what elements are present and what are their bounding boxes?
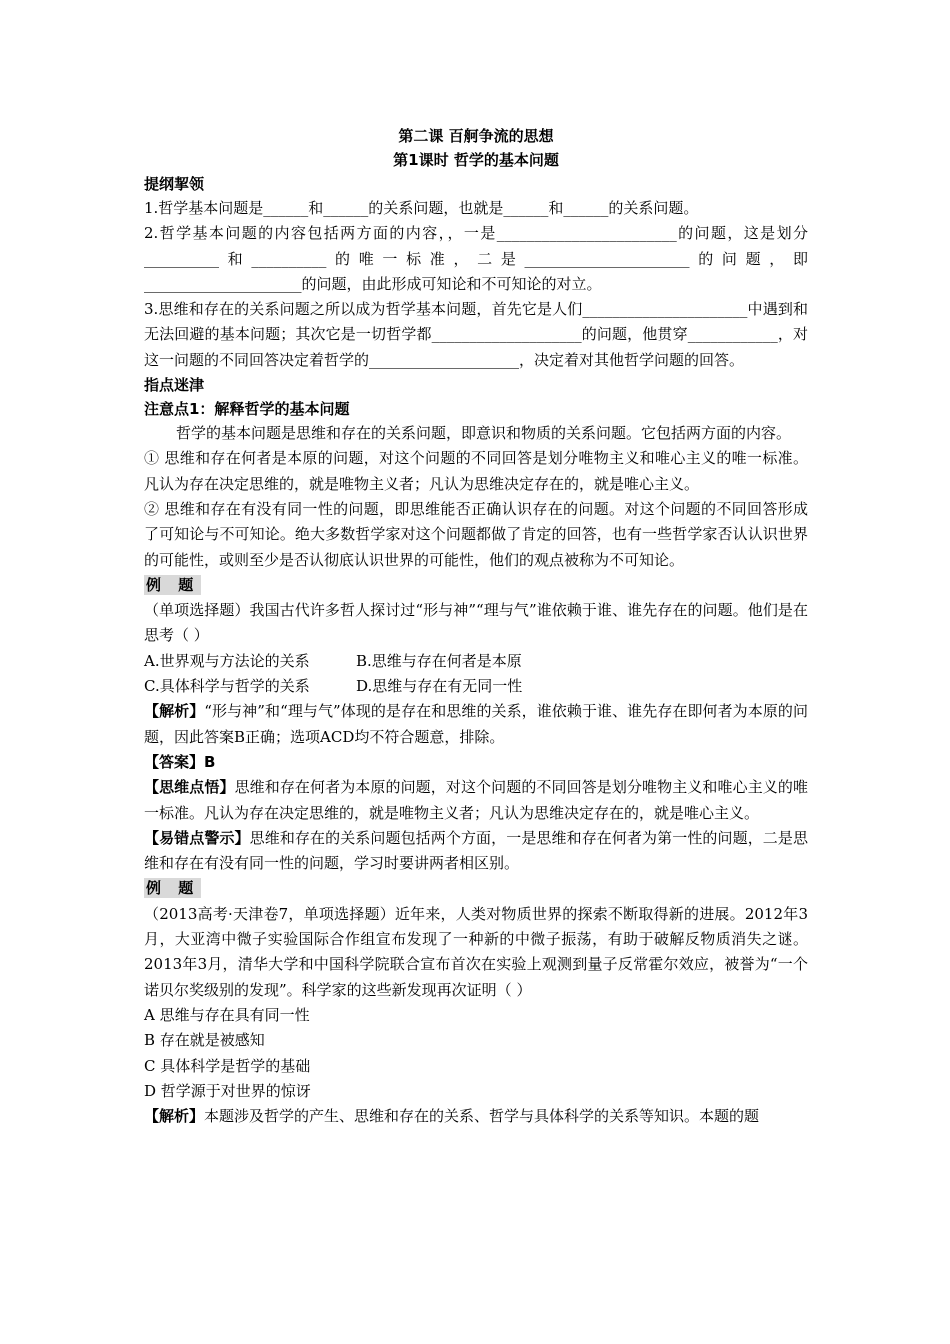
example1-option-d: D.思维与存在有无同一性 (356, 677, 523, 696)
warning-label: 【易错点警示】 (144, 828, 250, 847)
example2-question: （2013高考·天津卷7，单项选择题）近年来，人类对物质世界的探索不断取得新的进展。2012年3月，大亚湾中微子实验国际合作组宣布发现了一种新的中微子振荡，有助于破解反物质消失之谜。2013年3月，清华大学和中国科学院联合宣布首次在实验上观测到量子反常霍尔效应，被誉为“一个诺贝尔奖级别的发现”。科学家的这些新发现再次证明（ ） (144, 904, 808, 999)
example1-option-a: A.世界观与方法论的关系 (144, 651, 310, 670)
example2-option-b: B 存在就是被感知 (144, 1031, 265, 1050)
example1-options-row1 (144, 649, 808, 674)
point1-item-b: ② 思维和存在有没有同一性的问题，即思维能否正确认识存在的问题。对这个问题的不同回答形成了可知论与不可知论。绝大多数哲学家对这个问题都做了肯定的回答，也有一些哲学家否认认识世界的可能性，或则至少是否认彻底认识世界的可能性，他们的观点被称为不可知论。 (144, 499, 808, 569)
example-tag: 例 题 (146, 879, 200, 898)
fill-question-2: 2.哲学基本问题的内容包括两方面的内容，，一是________________________的问题，这是划分__________和__________的唯一标准，二是______________________的问题，即_____________________的问题，由此形成可知论和不可知论的对立。 (144, 224, 808, 293)
answer-label: 【答案】 (144, 752, 205, 771)
lesson-title: 第二课 百舸争流的思想 (398, 127, 554, 145)
document-page (144, 124, 808, 1129)
example1-question: （单项选择题）我国古代许多哲人探讨过“形与神”“理与气”谁依赖于谁、谁先存在的问题。他们是在思考（ ） (144, 601, 808, 645)
example1-insight (144, 775, 808, 826)
insight-label: 【思维点悟】 (144, 778, 235, 797)
answer-value: B (204, 752, 216, 771)
example2-analysis (144, 1104, 808, 1129)
section-heading-outline: 提纲挈领 (144, 175, 205, 193)
section-heading-guide: 指点迷津 (144, 376, 205, 395)
analysis-text: “形与神”和“理与气”体现的是存在和思维的关系，谁依赖于谁、谁先存在即何者为本原的问题，因此答案B正确；选项ACD均不符合题意，排除。 (144, 702, 808, 746)
example-tag: 例 题 (146, 575, 200, 594)
example1-warning (144, 826, 808, 877)
fill-question-1: 1.哲学基本问题是______和______的关系问题，也就是______和______的关系问题。 (144, 199, 699, 217)
example1-option-b: B.思维与存在何者是本原 (356, 651, 522, 670)
analysis-label: 【解析】 (144, 1107, 205, 1126)
example2-option-d: D 哲学源于对世界的惊讶 (144, 1081, 311, 1100)
fill-question-3: 3.思维和存在的关系问题之所以成为哲学基本问题，首先它是人们______________________中遇到和无法回避的基本问题；其次它是一切哲学都____________________的问题，他贯穿____________，对这一问题的不同回答决定着哲学的____________________，决定着对其他哲学问题的回答。 (144, 300, 808, 369)
analysis-label: 【解析】 (144, 702, 205, 721)
example2-option-c: C 具体科学是哲学的基础 (144, 1056, 311, 1075)
warning-text: 思维和存在的关系问题包括两个方面，一是思维和存在何者为第一性的问题，二是思维和存在有没有同一性的问题，学习时要讲两者相区别。 (144, 828, 808, 873)
example1-analysis (144, 699, 808, 750)
analysis-text: 本题涉及哲学的产生、思维和存在的关系、哲学与具体科学的关系等知识。本题的题 (204, 1107, 760, 1126)
example1-option-c: C.具体科学与哲学的关系 (144, 677, 310, 696)
lesson-subtitle: 第1课时 哲学的基本问题 (393, 151, 559, 169)
point1-item-a: ① 思维和存在何者是本原的问题，对这个问题的不同回答是划分唯物主义和唯心主义的唯一标准。凡认为存在决定思维的，就是唯物主义者；凡认为思维决定存在的，就是唯心主义。 (144, 449, 808, 493)
example1-answer (144, 750, 808, 775)
example2-option-a: A 思维与存在具有同一性 (144, 1005, 310, 1024)
point1-intro: 哲学的基本问题是思维和存在的关系问题，即意识和物质的关系问题。它包括两方面的内容。 (176, 424, 792, 443)
insight-text: 思维和存在何者为本原的问题，对这个问题的不同回答是划分唯物主义和唯心主义的唯一标准。凡认为存在决定思维的，就是唯物主义者；凡认为思维决定存在的，就是唯心主义。 (144, 778, 808, 822)
example1-options-row2 (144, 674, 808, 699)
point1-heading: 注意点1：解释哲学的基本问题 (144, 400, 350, 419)
